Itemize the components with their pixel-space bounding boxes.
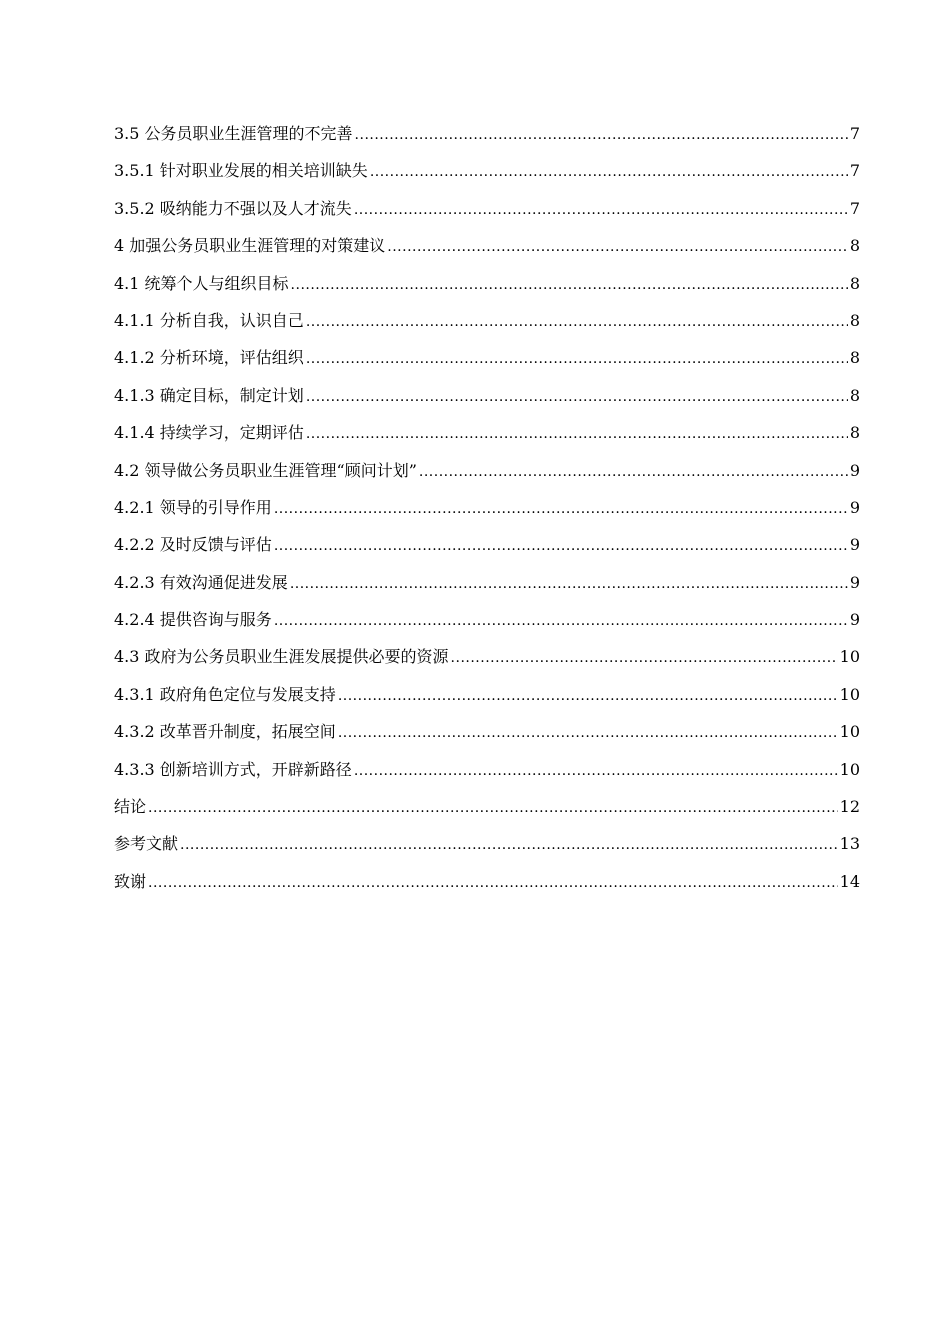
- toc-page-number: 7: [849, 161, 860, 181]
- toc-page-number: 9: [849, 610, 860, 630]
- toc-entry-label: 4.1.1 分析自我，认识自己: [114, 310, 304, 330]
- toc-entry-label: 4 加强公务员职业生涯管理的对策建议: [114, 236, 386, 256]
- toc-page-number: 7: [849, 198, 860, 218]
- toc-dot-leader: [354, 195, 848, 225]
- toc-entry-label: 4.2.4 提供咨询与服务: [114, 610, 272, 630]
- toc-entry-label: 4.3.2 改革晋升制度，拓展空间: [114, 722, 336, 742]
- toc-entry[interactable]: [114, 231, 860, 268]
- toc-entry-label: 4.2 领导做公务员职业生涯管理“顾问计划”: [114, 460, 417, 480]
- toc-entry[interactable]: [114, 156, 860, 193]
- toc-page-number: 8: [849, 423, 860, 443]
- toc-dot-leader: [274, 531, 848, 561]
- toc-entry[interactable]: [114, 269, 860, 306]
- toc-entry-label: 4.3.1 政府角色定位与发展支持: [114, 684, 336, 704]
- toc-entry-label: 4.2.3 有效沟通促进发展: [114, 572, 288, 592]
- toc-page-number: 8: [849, 348, 860, 368]
- toc-dot-leader: [180, 830, 838, 860]
- toc-page-number: 10: [839, 684, 860, 704]
- toc-entry-label: 4.1.3 确定目标，制定计划: [114, 385, 304, 405]
- toc-entry[interactable]: [114, 530, 860, 567]
- toc-entry[interactable]: [114, 381, 860, 418]
- toc-entry-label: 4.2.1 领导的引导作用: [114, 497, 272, 517]
- toc-dot-leader: [370, 157, 848, 187]
- toc-page-number: 10: [839, 647, 860, 667]
- toc-entry[interactable]: [114, 343, 860, 380]
- toc-entry[interactable]: [114, 792, 860, 829]
- toc-page-number: 8: [849, 273, 860, 293]
- toc-entry[interactable]: [114, 493, 860, 530]
- toc-page-number: 14: [839, 871, 860, 891]
- toc-dot-leader: [451, 643, 838, 673]
- toc-entry[interactable]: [114, 418, 860, 455]
- toc-dot-leader: [306, 419, 848, 449]
- toc-page-number: 10: [839, 722, 860, 742]
- toc-entry[interactable]: [114, 755, 860, 792]
- toc-dot-leader: [148, 793, 838, 823]
- toc-page-number: 9: [849, 572, 860, 592]
- toc-entry[interactable]: [114, 119, 860, 156]
- toc-dot-leader: [274, 494, 848, 524]
- toc-entry-label: 4.3.3 创新培训方式，开辟新路径: [114, 759, 352, 779]
- toc-dot-leader: [338, 681, 838, 711]
- toc-dot-leader: [419, 457, 848, 487]
- toc-page-number: 13: [839, 834, 860, 854]
- toc-dot-leader: [387, 232, 848, 262]
- toc-entry-label: 4.3 政府为公务员职业生涯发展提供必要的资源: [114, 647, 449, 667]
- toc-entry-label: 3.5.2 吸纳能力不强以及人才流失: [114, 198, 352, 218]
- toc-page-number: 9: [849, 460, 860, 480]
- toc-page-number: 9: [849, 535, 860, 555]
- toc-dot-leader: [291, 270, 848, 300]
- toc-entry[interactable]: [114, 456, 860, 493]
- toc-page-number: 8: [849, 236, 860, 256]
- toc-page-number: 9: [849, 497, 860, 517]
- toc-entry[interactable]: [114, 717, 860, 754]
- toc-dot-leader: [274, 606, 848, 636]
- toc-dot-leader: [306, 344, 848, 374]
- toc-page-number: 7: [849, 124, 860, 143]
- toc-entry[interactable]: [114, 194, 860, 231]
- toc-entry[interactable]: [114, 605, 860, 642]
- toc-dot-leader: [338, 718, 838, 748]
- toc-dot-leader: [306, 307, 848, 337]
- toc-dot-leader: [148, 868, 838, 898]
- toc-entry-label: 4.1.2 分析环境，评估组织: [114, 348, 304, 368]
- toc-entry[interactable]: [114, 568, 860, 605]
- toc-entry[interactable]: [114, 829, 860, 866]
- toc-page-number: 12: [839, 797, 860, 817]
- toc-entry-label: 4.2.2 及时反馈与评估: [114, 535, 272, 555]
- toc-entry-label: 参考文献: [114, 834, 179, 854]
- toc-entry-label: 结论: [114, 797, 147, 817]
- toc-page-number: 8: [849, 385, 860, 405]
- toc-entry[interactable]: [114, 680, 860, 717]
- toc-entry-label: 3.5 公务员职业生涯管理的不完善: [114, 124, 353, 143]
- toc-entry-label: 3.5.1 针对职业发展的相关培训缺失: [114, 161, 368, 181]
- toc-dot-leader: [354, 756, 838, 786]
- toc-entry[interactable]: [114, 867, 860, 904]
- toc-page-number: 8: [849, 310, 860, 330]
- toc-entry[interactable]: [114, 642, 860, 679]
- toc-entry-label: 致谢: [114, 871, 147, 891]
- toc-entry-label: 4.1.4 持续学习，定期评估: [114, 423, 304, 443]
- toc-page-number: 10: [839, 759, 860, 779]
- toc-entry-label: 4.1 统筹个人与组织目标: [114, 273, 289, 293]
- toc-entry[interactable]: [114, 306, 860, 343]
- toc-dot-leader: [290, 569, 848, 599]
- table-of-contents: [114, 119, 860, 904]
- toc-dot-leader: [355, 120, 848, 150]
- toc-dot-leader: [306, 382, 848, 412]
